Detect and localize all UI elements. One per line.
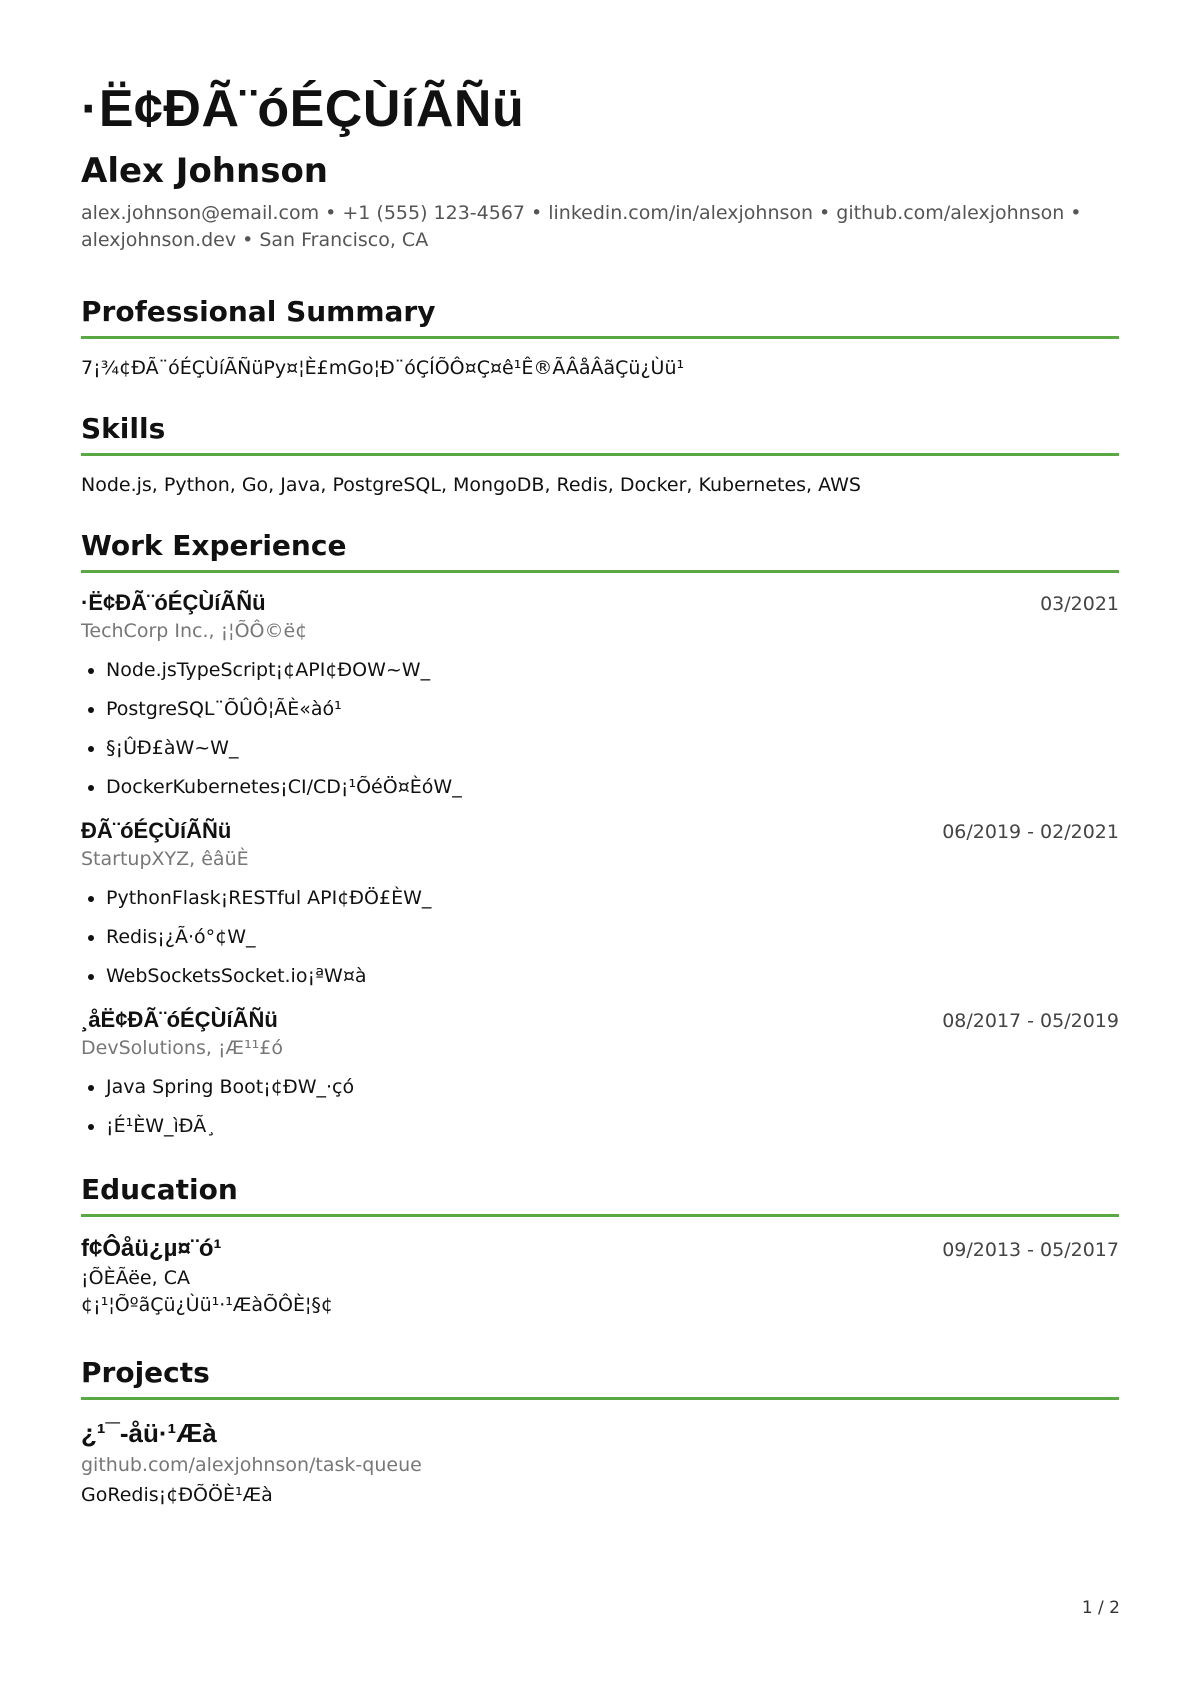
job-entry <box>81 1006 1119 1146</box>
job-bullet: • ¡É¹ÈW_ìÐÃ¸ <box>106 1107 1119 1146</box>
education-detail: ¢¡¹¦ÕºãÇü¿Ùü¹·¹ÆàÕÔÈ¦§¢ <box>81 1294 333 1316</box>
experience-heading: Work Experience <box>81 528 1119 573</box>
project-description: GoRedis¡¢ÐÕÖÈ¹Æà <box>81 1484 273 1506</box>
job-title: ¸åË¢ÐÃ¨óÉÇÙíÃÑü <box>81 1007 278 1032</box>
summary-heading: Professional Summary <box>81 294 1119 339</box>
contact-separator: • <box>1070 202 1082 224</box>
skills-text: Node.js, Python, Go, Java, PostgreSQL, MongoDB, Redis, Docker, Kubernetes, AWS <box>81 474 861 496</box>
job-date: 03/2021 <box>1040 593 1119 615</box>
education-section <box>81 1172 1119 1319</box>
contact-email: alex.johnson@email.com <box>81 202 320 224</box>
candidate-name: Alex Johnson <box>81 151 329 191</box>
job-title: ÐÃ¨óÉÇÙíÃÑü <box>81 818 232 843</box>
page-number: 1 / 2 <box>1081 1598 1120 1618</box>
job-bullet: • DockerKubernetes¡CI/CD¡¹ÕéÖ¤ÈóW_ <box>106 768 1119 807</box>
experience-section <box>81 528 1119 1146</box>
contact-separator: • <box>531 202 543 224</box>
contact-phone: +1 (555) 123-4567 <box>342 202 526 224</box>
education-heading: Education <box>81 1172 1119 1217</box>
contact-github: github.com/alexjohnson <box>836 202 1065 224</box>
job-bullet: • PythonFlask¡RESTful API¢ÐÖ£ÈW_ <box>106 879 1119 918</box>
job-entry <box>81 589 1119 807</box>
job-company: DevSolutions, ¡Æ¹¹£ó <box>81 1037 284 1059</box>
contact-separator: • <box>242 229 254 251</box>
contact-info <box>81 200 1119 254</box>
project-name: ¿¹¯-åü·¹Æà <box>81 1418 217 1448</box>
projects-heading: Projects <box>81 1355 1119 1400</box>
job-bullet: • Java Spring Boot¡¢ÐW_·çó <box>106 1068 1119 1107</box>
job-bullet: • §¡ÛÐ£àW~W_ <box>106 729 1119 768</box>
projects-section <box>81 1355 1119 1510</box>
contact-location: San Francisco, CA <box>259 229 429 251</box>
contact-separator: • <box>819 202 831 224</box>
job-bullet: • PostgreSQL¨ÕÛÔ¦ÃÈ«àó¹ <box>106 690 1119 729</box>
skills-heading: Skills <box>81 411 1119 456</box>
job-bullet: • Redis¡¿Ã·ó°¢W_ <box>106 918 1119 957</box>
contact-separator: • <box>325 202 337 224</box>
contact-linkedin: linkedin.com/in/alexjohnson <box>548 202 814 224</box>
job-date: 06/2019 - 02/2021 <box>942 821 1119 843</box>
job-date: 08/2017 - 05/2019 <box>942 1010 1119 1032</box>
contact-website: alexjohnson.dev <box>81 229 237 251</box>
education-degree: f¢Ôåü¿µ¤¨ó¹ <box>81 1235 222 1262</box>
job-company: StartupXYZ, êâüÈ <box>81 848 249 870</box>
job-entry <box>81 817 1119 996</box>
job-bullet: • Node.jsTypeScript¡¢API¢ÐOW~W_ <box>106 651 1119 690</box>
job-bullets <box>81 1068 1119 1146</box>
education-date: 09/2013 - 05/2017 <box>942 1239 1119 1261</box>
summary-text: 7¡¾¢ÐÃ¨óÉÇÙíÃÑüPy¤¦È£mGo¦Ð¨óÇÍÕÔ¤Ç¤ê¹Ê®ÃÂåÂãÇü¿Ùü¹ <box>81 357 685 379</box>
summary-section <box>81 294 1119 381</box>
project-link[interactable]: github.com/alexjohnson/task-queue <box>81 1454 422 1476</box>
job-company: TechCorp Inc., ¡¦ÕÔ©ë¢ <box>81 620 308 642</box>
resume-page <box>81 78 1119 1510</box>
education-school: ¡ÕÈÃëe, CA <box>81 1267 190 1289</box>
job-bullet: • WebSocketsSocket.io¡ªW¤à <box>106 957 1119 996</box>
skills-section <box>81 411 1119 498</box>
job-bullets <box>81 651 1119 807</box>
document-title: ·Ë¢ÐÃ¨óÉÇÙíÃÑü <box>81 80 525 138</box>
job-bullets <box>81 879 1119 996</box>
job-title: ·Ë¢ÐÃ¨óÉÇÙíÃÑü <box>81 590 266 615</box>
